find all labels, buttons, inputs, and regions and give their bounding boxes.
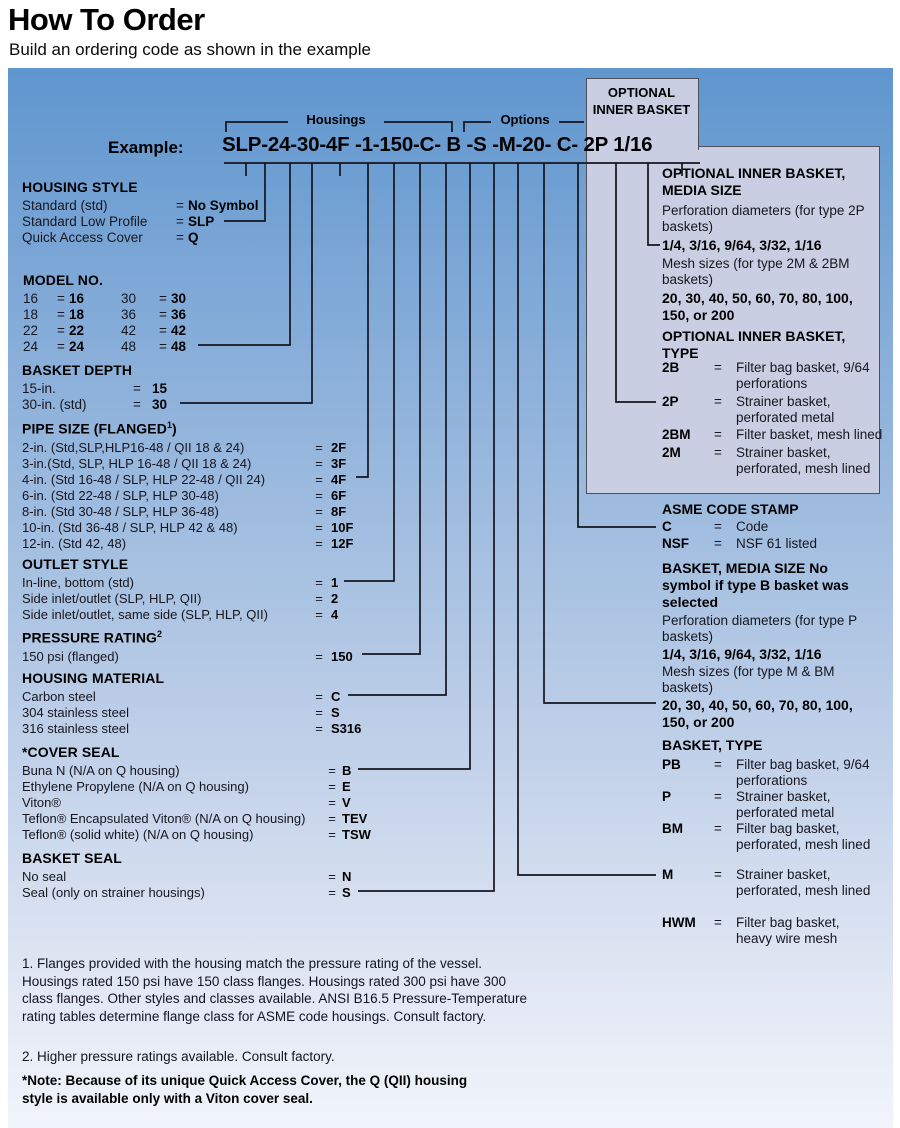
code-row: 12-in. (Std 42, 48) = 12F: [22, 535, 354, 551]
code-row: 2P = Strainer basket, perforated metal: [662, 394, 835, 425]
basket-media-perforation-note: Perforation diameters (for type P baskets): [662, 613, 857, 644]
section-basket-depth: [22, 362, 167, 413]
footnote-1: 1. Flanges provided with the housing match the pressure rating of the vessel. Housings rated 150 psi have 150 class flanges. Housings rated 300 psi have 300 class flanges. Other styles and classes available. ANSI B16.5 Pressure-Temperature rating tables determine flange class for ASME code housings. Consult factory.: [22, 956, 527, 1024]
code-row: Quick Access Cover = Q: [22, 230, 199, 245]
inner-media-mesh-sizes: 20, 30, 40, 50, 60, 70, 80, 100, 150, or 200: [662, 290, 853, 323]
section-title: *COVER SEAL: [22, 744, 120, 760]
section-title: BASKET DEPTH: [22, 362, 133, 378]
code-row: Buna N (N/A on Q housing) = B: [22, 763, 352, 778]
options-bracket-label: Options: [500, 112, 550, 127]
code-row: 4-in. (Std 16-48 / SLP, HLP 22-48 / QII 24) = 4F: [22, 471, 347, 487]
section-title-basket-media: BASKET, MEDIA SIZE No symbol if type B basket was selected: [662, 560, 849, 610]
code-row: Viton® = V: [22, 795, 351, 810]
section-title: HOUSING MATERIAL: [22, 670, 165, 686]
section-title: BASKET SEAL: [22, 850, 122, 866]
code-row: Ethylene Propylene (N/A on Q housing) = E: [22, 779, 351, 794]
code-row: HWM = Filter bag basket, heavy wire mesh: [662, 915, 840, 946]
code-row: 15-in. = 15: [22, 381, 168, 396]
basket-media-perforation-sizes: 1/4, 3/16, 9/64, 3/32, 1/16: [662, 646, 822, 662]
code-row: M = Strainer basket, perforated, mesh lined: [662, 867, 871, 898]
code-row: 2BM = Filter basket, mesh lined: [662, 427, 883, 442]
footnote-asterisk: *Note: Because of its unique Quick Access Cover, the Q (QII) housing style is available only with a Viton cover seal.: [22, 1073, 468, 1106]
code-row: 6-in. (Std 22-48 / SLP, HLP 30-48) = 6F: [22, 487, 347, 503]
page-title: How To Order: [8, 2, 205, 37]
code-row: PB = Filter bag basket, 9/64 perforations: [662, 757, 870, 788]
code-row: Side inlet/outlet, same side (SLP, HLP, QII) = 4: [22, 607, 339, 622]
basket-media-mesh-note: Mesh sizes (for type M & BM baskets): [662, 664, 835, 695]
code-row: P = Strainer basket, perforated metal: [662, 789, 835, 820]
code-row: 16 = 16 30 = 30: [23, 291, 187, 306]
section-title: PIPE SIZE (FLANGED$^1$): [22, 420, 177, 437]
section-title: MODEL NO.: [23, 272, 103, 288]
housings-bracket-label: Housings: [306, 112, 366, 127]
code-row: 30-in. (std) = 30: [22, 397, 168, 412]
section-pressure-rating: [22, 629, 353, 665]
code-row: Side inlet/outlet (SLP, HLP, QII) = 2: [22, 591, 339, 606]
code-row: 3-in.(Std, SLP, HLP 16-48 / QII 18 & 24) = 3F: [22, 455, 347, 471]
code-row: 22 = 22 42 = 42: [23, 323, 187, 338]
code-row: 24 = 24 48 = 48: [23, 339, 187, 354]
code-row: 10-in. (Std 36-48 / SLP, HLP 42 & 48) = 10F: [22, 519, 354, 535]
section-cover-seal: [22, 744, 371, 843]
code-row: Seal (only on strainer housings) = S: [22, 885, 351, 900]
section-pipe-size: [22, 420, 353, 552]
code-row: 2M = Strainer basket, perforated, mesh lined: [662, 445, 871, 476]
code-row: 18 = 18 36 = 36: [23, 307, 187, 322]
section-title-inner-type: OPTIONAL INNER BASKET, TYPE: [662, 328, 846, 361]
section-title: PRESSURE RATING$^2$: [22, 629, 163, 646]
section-title: OUTLET STYLE: [22, 556, 129, 572]
example-ordering-code: SLP-24-30-4F -1-150-C- B -S -M-20- C- 2P 1/16: [222, 133, 653, 156]
inner-media-perforation-sizes: 1/4, 3/16, 9/64, 3/32, 1/16: [662, 237, 822, 253]
code-row: Standard Low Profile = SLP: [22, 214, 215, 229]
code-row: NSF = NSF 61 listed: [662, 536, 818, 551]
section-model-no: [23, 272, 186, 355]
code-row: 150 psi (flanged) = 150: [22, 648, 353, 664]
code-row: 316 stainless steel = S316: [22, 721, 362, 736]
section-title-basket-type: BASKET, TYPE: [662, 737, 763, 753]
code-row: Teflon® (solid white) (N/A on Q housing) = TSW: [22, 827, 371, 842]
section-basket-seal: [22, 850, 351, 901]
footnote-2: 2. Higher pressure ratings available. Consult factory.: [22, 1049, 335, 1064]
code-row: 304 stainless steel = S: [22, 705, 340, 720]
code-row: In-line, bottom (std) = 1: [22, 575, 339, 590]
section-housing-style: [22, 179, 259, 246]
code-row: BM = Filter bag basket, perforated, mesh lined: [662, 821, 871, 852]
inner-media-mesh-note: Mesh sizes (for type 2M & 2BM baskets): [662, 256, 850, 287]
optional-inner-basket-tab-label: OPTIONAL INNER BASKET: [592, 85, 691, 117]
section-title-inner-media: OPTIONAL INNER BASKET, MEDIA SIZE: [662, 165, 846, 198]
code-row: 8-in. (Std 30-48 / SLP, HLP 36-48) = 8F: [22, 503, 347, 519]
code-row: 2-in. (Std,SLP,HLP16-48 / QII 18 & 24) = 2F: [22, 439, 347, 455]
code-row: Standard (std) = No Symbol: [22, 198, 259, 213]
basket-media-mesh-sizes: 20, 30, 40, 50, 60, 70, 80, 100, 150, or 200: [662, 697, 853, 730]
code-row: Teflon® Encapsulated Viton® (N/A on Q housing) = TEV: [22, 811, 368, 826]
inner-media-perforation-note: Perforation diameters (for type 2P baskets): [662, 203, 865, 234]
code-row: No seal = N: [22, 869, 352, 884]
code-row: Carbon steel = C: [22, 689, 341, 704]
section-housing-material: [22, 670, 361, 737]
page-subtitle: Build an ordering code as shown in the example: [9, 40, 371, 59]
section-title: HOUSING STYLE: [22, 179, 138, 195]
code-row: C = Code: [662, 519, 769, 534]
example-label: Example:: [108, 138, 184, 157]
section-outlet-style: [22, 556, 338, 623]
code-row: 2B = Filter bag basket, 9/64 perforations: [662, 360, 870, 391]
section-title-asme: ASME CODE STAMP: [662, 501, 799, 517]
